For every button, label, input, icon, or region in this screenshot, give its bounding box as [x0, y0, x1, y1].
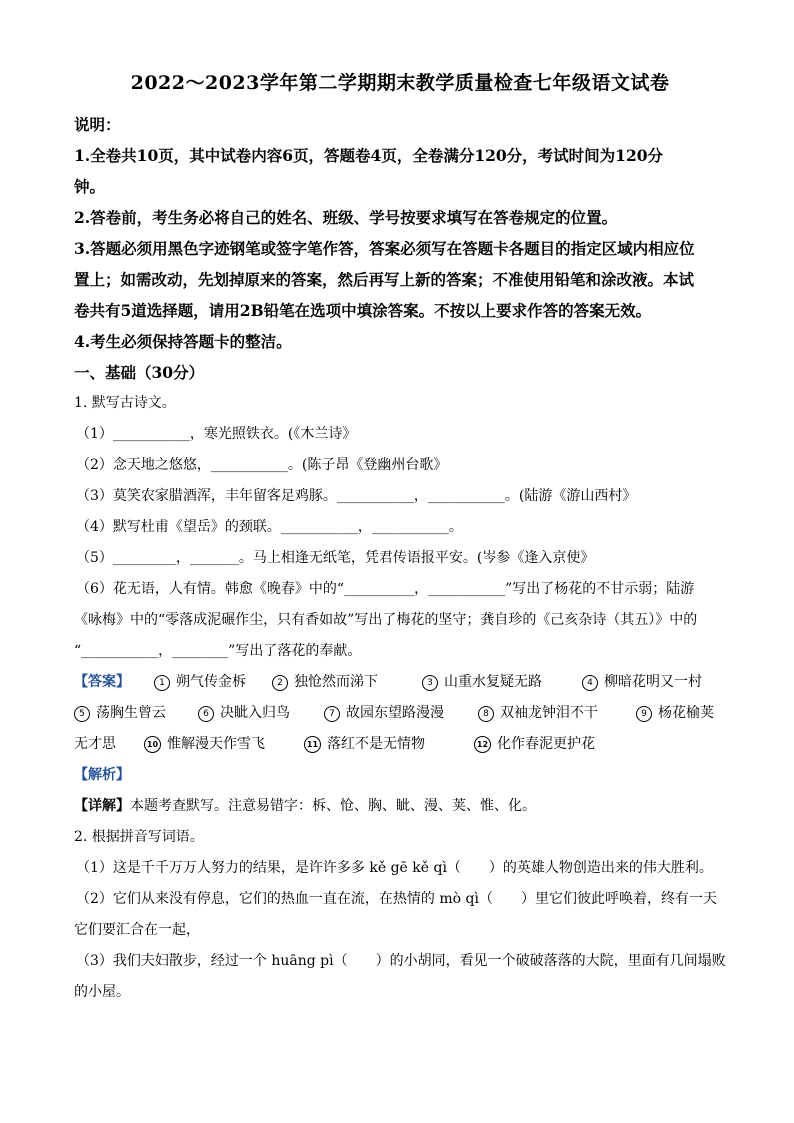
- question-1-item: （1）___________，寒光照铁衣。(《木兰诗》: [76, 426, 357, 442]
- answer-item: 6 决眦入归鸟: [198, 698, 324, 729]
- question-1-item: “___________，________”写出了落花的奉献。: [74, 643, 362, 659]
- instruction-line: 4.考生必须保持答题卡的整洁。: [74, 332, 292, 351]
- detail-row: [74, 791, 726, 822]
- detail-text: 本题考查默写。注意易错字：柝、怆、胸、眦、漫、荚、惟、化。: [130, 798, 536, 814]
- answer-continuation: 无才思: [74, 736, 116, 752]
- analysis-label: 【解析】: [74, 767, 130, 783]
- answer-item: 10 惟解漫天作雪飞: [144, 729, 304, 760]
- question-1-item: （2）念天地之悠悠，___________。(陈子昂《登幽州台歌》: [76, 457, 448, 473]
- question-1-item: （3）莫笑农家腊酒浑，丰年留客足鸡豚。___________，___________。(陆游《游山西村》: [76, 488, 637, 504]
- instruction-line: 3.答题必须用黑色字迹钢笔或签字笔作答，答案必须写在答题卡各题目的指定区域内相应位: [74, 239, 695, 258]
- answer-row: [74, 729, 726, 760]
- question-1-item: （4）默写杜甫《望岳》的颈联。___________，___________。: [76, 519, 463, 535]
- answer-item: 12 化作春泥更护花: [474, 729, 595, 760]
- section-heading: 一、基础（30分）: [74, 363, 205, 382]
- question-1-item: （6）花无语，人有情。韩愈《晚春》中的“__________，___________”写出了杨花的不甘示弱；陆游: [76, 581, 695, 597]
- answer-item: 11 落红不是无情物: [304, 729, 474, 760]
- question-1-stem: 1. 默写古诗文。: [74, 395, 176, 411]
- question-2-line: （2）它们从来没有停息，它们的热血一直在流，在热情的 mò qì（ ）里它们彼此呼唤着，终有一天: [76, 891, 717, 907]
- detail-label: 【详解】: [74, 798, 130, 814]
- instruction-line: 1.全卷共10页，其中试卷内容6页，答题卷4页，全卷满分120分，考试时间为120分: [74, 146, 664, 165]
- question-1-item: 《咏梅》中的“零落成泥碾作尘，只有香如故”写出了梅花的坚守；龚自珍的《己亥杂诗（其五）》中的: [74, 612, 698, 628]
- answer-item: 5 荡胸生曾云: [74, 698, 198, 729]
- question-2-line: （1）这是千千万万人努力的结果，是许许多多 kě gē kě qì（ ）的英雄人物创造出来的伟大胜利。: [76, 860, 713, 876]
- document-page: [74, 68, 726, 1008]
- instruction-line: 卷共有5道选择题，请用2B铅笔在选项中填涂答案。不按以上要求作答的答案无效。: [74, 301, 652, 320]
- question-2-line: （3）我们夫妇散步，经过一个 huāng pì（ ）的小胡同，看见一个破破落落的大院，里面有几间塌败: [76, 953, 726, 969]
- question-2-stem: 2. 根据拼音写词语。: [74, 829, 204, 845]
- answer-item: 4 柳暗花明又一村: [582, 667, 702, 698]
- answer-item: 3 山重水复疑无路: [422, 667, 582, 698]
- answer-item: 8 双袖龙钟泪不干: [478, 698, 636, 729]
- answer-item: 7 故园东望路漫漫: [324, 698, 478, 729]
- question-1-item: （5）_________，_______。马上相逢无纸笔，凭君传语报平安。(岑参《逢入京使》: [76, 550, 595, 566]
- page-title: 2022～2023学年第二学期期末教学质量检查七年级语文试卷: [130, 72, 670, 94]
- answer-item: 2 独怆然而涕下: [272, 667, 422, 698]
- answer-label: 【答案】: [74, 674, 130, 690]
- analysis-row: [74, 760, 726, 791]
- instruction-line: 置上；如需改动，先划掉原来的答案，然后再写上新的答案；不准使用铅笔和涂改液。本试: [74, 270, 695, 289]
- instructions-label: 说明：: [74, 115, 121, 134]
- instruction-line: 2.答卷前，考生务必将自己的姓名、班级、学号按要求填写在答卷规定的位置。: [74, 208, 618, 227]
- question-2-line: 它们要汇合在一起，: [74, 922, 200, 938]
- question-2-line: 的小屋。: [74, 984, 130, 1000]
- instruction-line: 钟。: [74, 177, 106, 196]
- answer-row: [74, 698, 726, 729]
- answer-row: [74, 667, 726, 698]
- answer-item: 1 朔气传金柝: [154, 667, 272, 698]
- answer-item: 9 杨花榆荚: [636, 698, 714, 729]
